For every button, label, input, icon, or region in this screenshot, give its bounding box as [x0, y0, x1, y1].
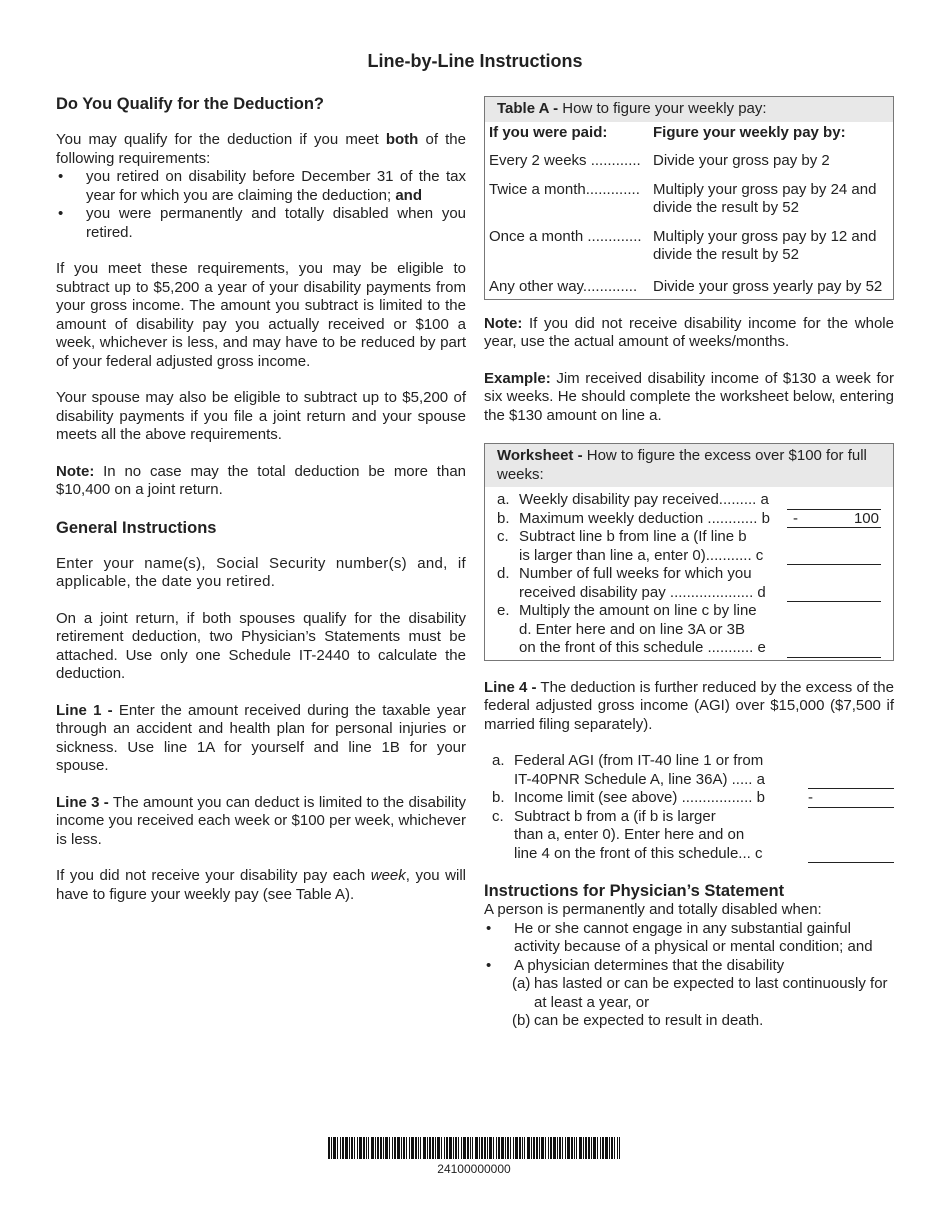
table-row: Any other way............. Divide your gross yearly pay by 52 [489, 277, 883, 295]
agi-line-b: b. Income limit (see above) ................. b - [492, 789, 894, 808]
worksheet-b-field[interactable]: - 100 [787, 511, 881, 528]
joint-limit-note: Note: In no case may the total deduction be more than $10,400 on a joint return. [56, 462, 466, 498]
worksheet-line-e: e. Multiply the amount on line c by line d. Enter here and on line 3A or 3B on the front of this schedule ........... e [497, 602, 881, 658]
worksheet-line-b: b. Maximum weekly deduction ............ b - 100 [497, 509, 879, 527]
right-column [484, 96, 894, 1031]
list-item: • you were permanently and totally disabled when you retired. [58, 205, 466, 241]
worksheet-line-c: c. Subtract line b from line a (If line b is larger than line a, enter 0)........... c [497, 528, 881, 565]
worksheet [484, 443, 894, 661]
table-row: Once a month ............. Multiply your gross pay by 12 and divide the result by 52 [489, 227, 877, 263]
physician-intro: A person is permanently and totally disabled when: [484, 901, 822, 918]
enter-paragraph: Enter your name(s), Social Security number(s) and, if applicable, the date you retired. [56, 554, 466, 590]
list-item: • He or she cannot engage in any substantial gainful activity because of a physical or mental condition; and [486, 919, 873, 955]
agi-calculation [492, 752, 894, 863]
worksheet-line-d: d. Number of full weeks for which you received disability pay .................... d [497, 565, 881, 602]
physician-heading: Instructions for Physician’s Statement [484, 882, 785, 900]
worksheet-c-field[interactable] [787, 548, 881, 565]
worksheet-e-field[interactable] [787, 641, 881, 658]
table-a-title: Table A - How to figure your weekly pay: [485, 97, 893, 122]
page-title: Line-by-Line Instructions [367, 51, 583, 71]
worksheet-d-field[interactable] [787, 585, 881, 602]
left-column [56, 94, 466, 922]
list-item: • you retired on disability before December 31 of the tax year for which you are claiming the deduction; and [58, 168, 466, 204]
weeks-note: Note: If you did not receive disability income for the whole year, use the actual amount of weeks/months. [484, 314, 894, 350]
list-item: (a) has lasted or can be expected to last continuously for at least a year, or [512, 975, 888, 1011]
line3-paragraph: Line 3 - The amount you can deduct is limited to the disability income you received each week or $100 per week, whichever is less. [56, 793, 466, 848]
agi-line-c: c. Subtract b from a (if b is larger than a, enter 0). Enter here and on line 4 on the front of this schedule... c [492, 808, 894, 864]
list-item: • A physician determines that the disability [486, 956, 785, 974]
agi-c-field[interactable] [808, 846, 894, 863]
barcode-number: 24100000000 [437, 1162, 511, 1176]
table-a-header: If you were paid: Figure your weekly pay by: [489, 123, 846, 141]
table-row: Twice a month............. Multiply your gross pay by 24 and divide the result by 52 [489, 180, 877, 216]
agi-a-field[interactable] [808, 772, 894, 789]
spouse-paragraph: Your spouse may also be eligible to subtract up to $5,200 of disability payments if you file a joint return and your spouse meets all the above requirements. [56, 389, 466, 443]
example-paragraph: Example: Jim received disability income of $130 a week for six weeks. He should complete the worksheet below, entering the $130 amount on line a. [484, 369, 894, 424]
line1-paragraph: Line 1 - Enter the amount received during the taxable year through an accident and health plan for personal injuries or sickness. Use line 1A for yourself and line 1B for your spouse. [56, 701, 466, 774]
table-row: Every 2 weeks ............ Divide your gross pay by 2 [489, 152, 830, 169]
agi-line-a: a. Federal AGI (from IT-40 line 1 or from IT-40PNR Schedule A, line 36A) ..... a [492, 752, 894, 789]
worksheet-a-field[interactable] [787, 493, 881, 510]
agi-b-field[interactable]: - [808, 791, 894, 808]
list-item: (b) can be expected to result in death. [512, 1012, 764, 1029]
table-a [484, 96, 894, 300]
qualify-intro: You may qualify for the deduction if you meet both of the following requirements: [56, 131, 466, 167]
requirements-list [56, 168, 466, 242]
barcode [328, 1137, 620, 1159]
general-heading: General Instructions [56, 518, 217, 537]
weekly-paragraph: If you did not receive your disability pay each week, you will have to figure your weekly pay (see Table A). [56, 867, 466, 903]
worksheet-title: Worksheet - How to figure the excess over $100 for full weeks: [485, 444, 893, 487]
qualify-heading: Do You Qualify for the Deduction? [56, 95, 324, 113]
line4-paragraph: Line 4 - The deduction is further reduced by the excess of the federal adjusted gross income (AGI) over $15,000 ($7,500 if married filing separately). [484, 678, 894, 733]
subtract-paragraph: If you meet these requirements, you may be eligible to subtract up to $5,200 a year of your disability payments from your gross income. The amount you subtract is limited to the amount of disability pay you actually received or $100 a week, whichever is less, and may have to be reduced by part of your federal adjusted gross income. [56, 260, 466, 370]
worksheet-line-a: a. Weekly disability pay received......... a [497, 491, 881, 510]
joint-paragraph: On a joint return, if both spouses qualify for the disability retirement deduction, two Physician’s Statements must be attached. Use only one Schedule IT-2440 to calculate the deduction. [56, 609, 466, 682]
